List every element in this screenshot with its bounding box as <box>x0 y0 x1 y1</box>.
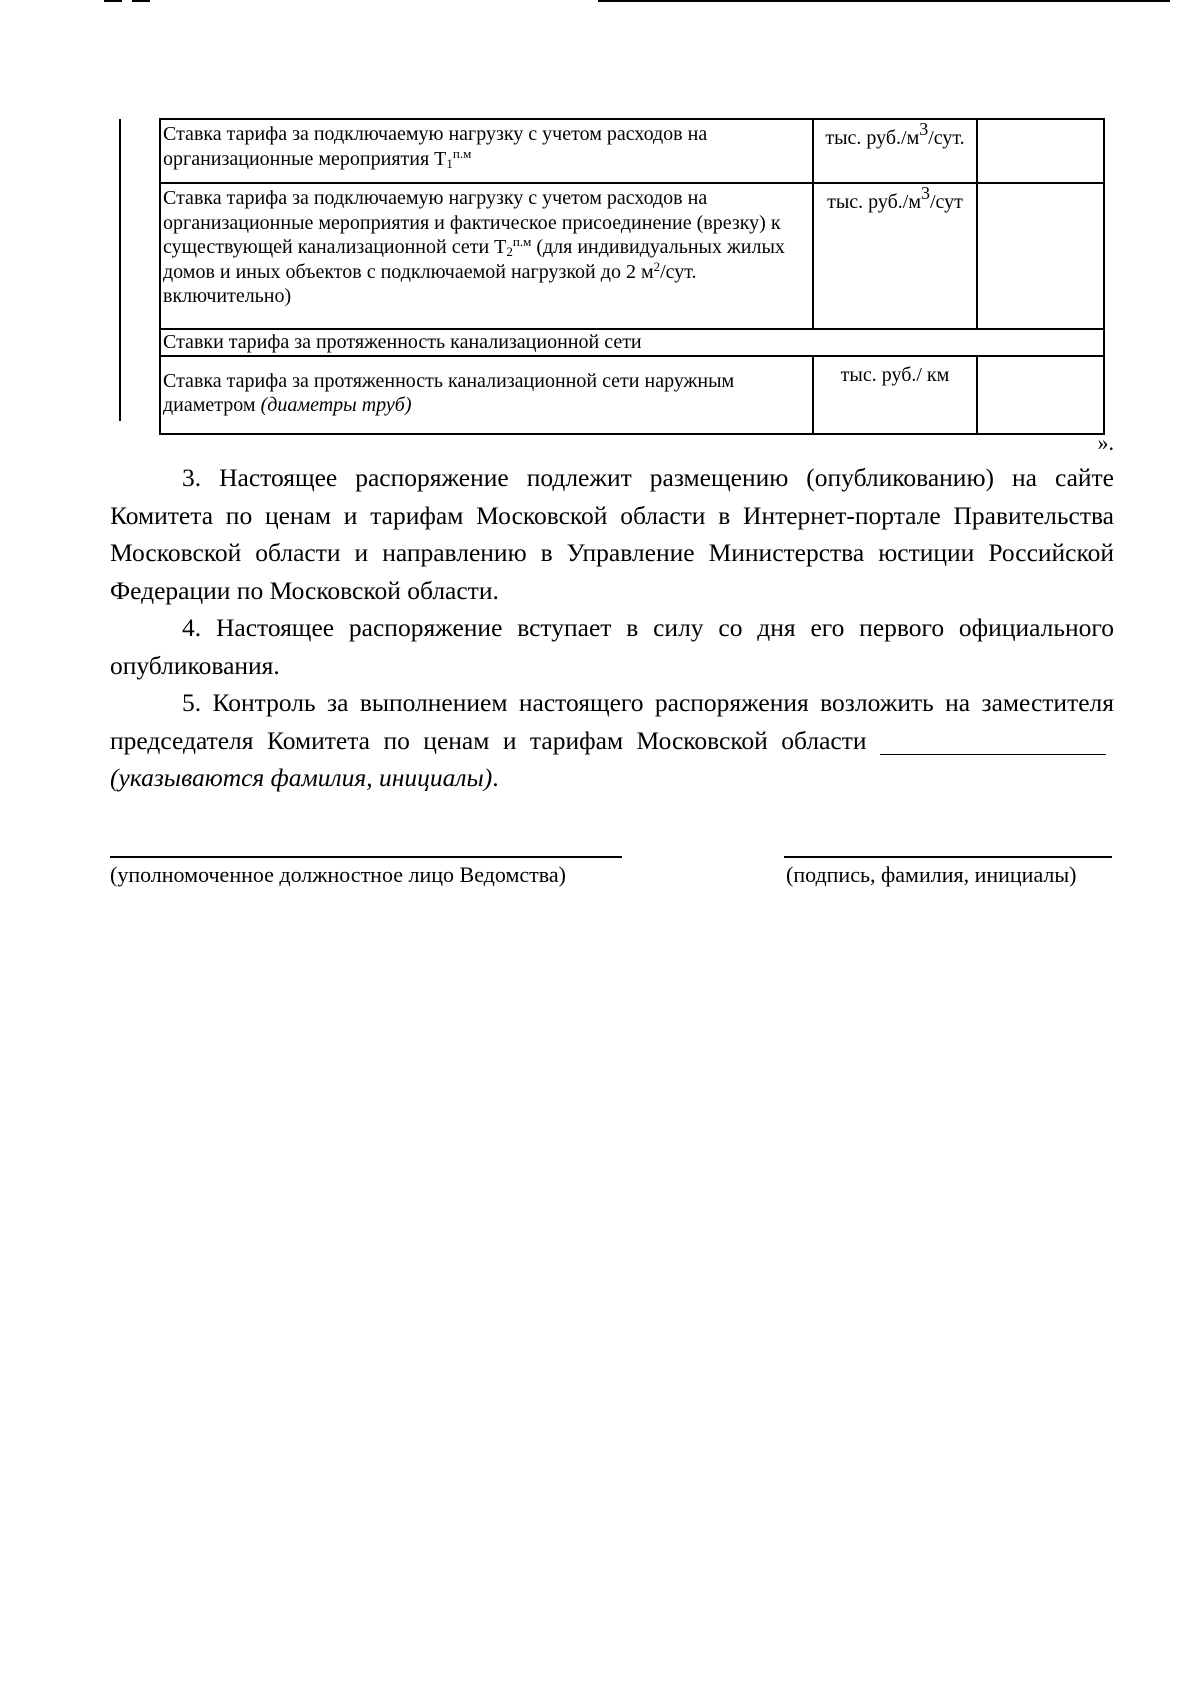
top-rule-fragment <box>132 0 150 2</box>
value-cell <box>977 183 1104 329</box>
signature-line-official <box>110 856 622 858</box>
table-section-row <box>160 329 1104 356</box>
unit-cell: тыс. $руб./м^3$/сут <box>813 183 977 329</box>
closing-quote: ». <box>1097 430 1114 455</box>
paragraph-5: 5. Контроль за выполнением настоящего распоряжения возложить на заместителя председателя Комитета по ценам и тарифам Московской области (указываются фамилия, инициалы). <box>110 688 1114 792</box>
unit-cell: тыс. $руб./м^3$/сут. <box>813 119 977 183</box>
tariff-table <box>159 118 1105 435</box>
value-cell <box>977 356 1104 434</box>
row-description: Ставка тарифа за подключаемую нагрузку с учетом расходов на организационные мероприятия и фактическое присоединение (врезку) к существующей канализационной сети $Т_2^{п.м}$ (для индивидуальных жилых домов и иных объектов с подключаемой нагрузкой до 2 $м^2$/сут. включительно) <box>160 183 813 329</box>
value-cell <box>977 119 1104 183</box>
row-description: Ставка тарифа за протяженность канализационной сети наружным диаметром (диаметры труб) <box>160 356 813 434</box>
section-title: Ставки тарифа за протяженность канализационной сети <box>160 329 1104 356</box>
table-row <box>160 183 1104 329</box>
official-label: (уполномоченное должностное лицо Ведомства) <box>110 862 566 887</box>
paragraph-3: 3. Настоящее распоряжение подлежит размещению (опубликованию) на сайте Комитета по ценам и тарифам Московской области в Интернет-портале Правительства Московской области и направлению в Управление Министерства юстиции Российской Федерации по Московской области. <box>110 463 1114 605</box>
signature-line-signature <box>784 856 1112 858</box>
name-blank-line <box>880 727 1106 755</box>
top-rule-fragment <box>104 0 122 2</box>
paragraph-4: 4. Настоящее распоряжение вступает в силу со дня его первого официального опубликования. <box>110 613 1114 680</box>
signature-label: (подпись, фамилия, инициалы) <box>786 862 1077 887</box>
top-rule <box>598 0 1170 2</box>
unit-cell: тыс. руб./ км <box>813 356 977 434</box>
row-description: Ставка тарифа за подключаемую нагрузку с учетом расходов на организационные мероприятия $Т_1^{п.м}$ <box>160 119 813 183</box>
table-row <box>160 119 1104 183</box>
table-row <box>160 356 1104 434</box>
table-left-border <box>119 119 121 421</box>
